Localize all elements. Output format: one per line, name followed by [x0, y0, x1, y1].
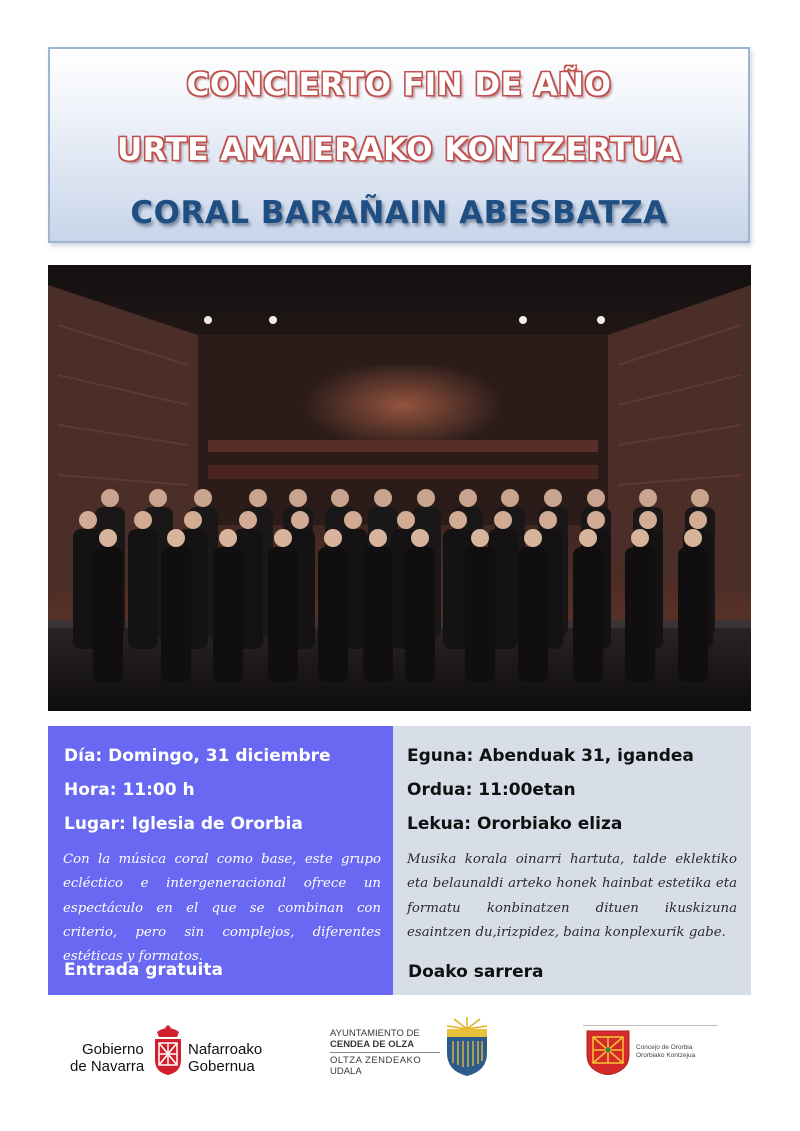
title-basque: URTE AMAIERAKO KONTZERTUA — [116, 132, 681, 168]
time-eu: Ordua: 11:00etan — [407, 780, 576, 800]
choir-photo — [48, 265, 751, 711]
singer-body — [318, 547, 348, 682]
singer-head — [631, 529, 649, 547]
cendea-olza-logo — [330, 1020, 490, 1078]
singer-body — [678, 547, 708, 682]
olza-text-4: UDALA — [330, 1066, 362, 1077]
singer-head — [471, 529, 489, 547]
singer-head — [494, 511, 512, 529]
navarra-shield-icon — [153, 1024, 183, 1076]
singer-head — [689, 511, 707, 529]
singer-head — [374, 489, 392, 507]
singer-head — [691, 489, 709, 507]
date-es: Día: Domingo, 31 diciembre — [64, 746, 331, 766]
singer-head — [369, 529, 387, 547]
singer-head — [639, 489, 657, 507]
singer-head — [291, 511, 309, 529]
singer-head — [289, 489, 307, 507]
ororbia-text-1: Concejo de Ororbia — [636, 1044, 693, 1051]
singer-head — [239, 511, 257, 529]
place-es: Lugar: Iglesia de Ororbia — [64, 814, 303, 834]
singer-body — [213, 547, 243, 682]
singer-head — [101, 489, 119, 507]
singer-head — [194, 489, 212, 507]
singer-body — [128, 529, 158, 649]
place-eu: Lekua: Ororbiako eliza — [407, 814, 623, 834]
ororbia-shield-icon — [586, 1029, 630, 1075]
singer-head — [501, 489, 519, 507]
singer-body — [573, 547, 603, 682]
singer-body — [405, 547, 435, 682]
navarra-text-2a: de Navarra — [70, 1058, 145, 1075]
singer-head — [79, 511, 97, 529]
navarra-text-2b: Gobernua — [188, 1058, 255, 1075]
title-banner — [48, 47, 750, 243]
navarra-text-1a: Gobierno — [82, 1041, 144, 1058]
olza-text-1: AYUNTAMIENTO DE — [330, 1028, 420, 1039]
singer-head — [417, 489, 435, 507]
singer-head — [331, 489, 349, 507]
singer-head — [344, 511, 362, 529]
singer-head — [324, 529, 342, 547]
singer-head — [544, 489, 562, 507]
singer-head — [134, 511, 152, 529]
ororbia-text-2: Ororbiako Kontzejua — [636, 1052, 696, 1059]
singer-head — [459, 489, 477, 507]
singer-head — [219, 529, 237, 547]
entry-es: Entrada gratuita — [64, 960, 223, 980]
singer-head — [99, 529, 117, 547]
singer-body — [93, 547, 123, 682]
singer-head — [587, 489, 605, 507]
singer-head — [167, 529, 185, 547]
title-spanish: CONCIERTO FIN DE AÑO — [186, 67, 612, 103]
gobierno-navarra-logo — [70, 1022, 280, 1078]
singer-head — [411, 529, 429, 547]
singer-head — [249, 489, 267, 507]
choir-name: CORAL BARAÑAIN ABESBATZA — [130, 195, 668, 231]
singer-body — [268, 547, 298, 682]
olza-text-3: OLTZA ZENDEAKO — [330, 1055, 422, 1066]
singer-body — [625, 547, 655, 682]
singer-head — [274, 529, 292, 547]
description-eu: Musika korala oinarri hartuta, talde eklektiko eta belaunaldi arteko honek hainbat estetika eta formatu konbinatzen dituen ikuskizuna esaintzen du,irizpidez, baina konplexurik gabe. — [407, 852, 737, 940]
singer-body — [363, 547, 393, 682]
entry-eu: Doako sarrera — [408, 962, 544, 982]
description-es: Con la música coral como base, este grupo ecléctico e intergeneracional ofrece un espectáculo en el que se combinan con criterio, pero sin complejos, diferentes estéticas y formatos. — [63, 852, 381, 965]
singer-head — [539, 511, 557, 529]
olza-text-2: CENDEA DE OLZA — [330, 1039, 415, 1050]
info-box-basque — [393, 726, 751, 995]
singer-head — [397, 511, 415, 529]
singer-head — [639, 511, 657, 529]
singer-body — [465, 547, 495, 682]
singer-head — [449, 511, 467, 529]
singer-head — [684, 529, 702, 547]
navarra-text-1b: Nafarroako — [188, 1041, 263, 1058]
date-eu: Eguna: Abenduak 31, igandea — [407, 746, 694, 766]
time-es: Hora: 11:00 h — [64, 780, 195, 800]
singer-head — [524, 529, 542, 547]
info-box-spanish — [48, 726, 393, 995]
singer-head — [149, 489, 167, 507]
singer-head — [184, 511, 202, 529]
singer-head — [587, 511, 605, 529]
singer-head — [579, 529, 597, 547]
singer-body — [161, 547, 191, 682]
singer-body — [518, 547, 548, 682]
concejo-ororbia-logo — [583, 1025, 723, 1077]
olza-coat-of-arms-icon — [444, 1017, 490, 1077]
